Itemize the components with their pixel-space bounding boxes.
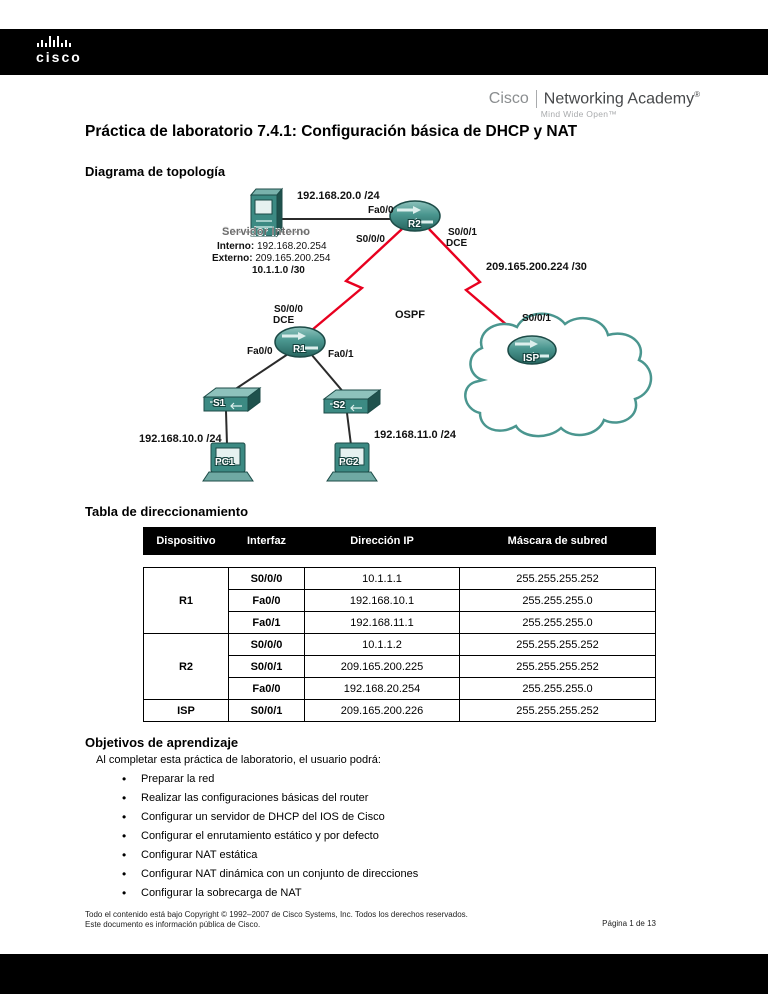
- ethernet-link-s2-pc2: [347, 413, 351, 445]
- footer-copyright: [85, 910, 468, 930]
- heading-addressing-table: Tabla de direccionamiento: [85, 504, 249, 519]
- table-row: [144, 568, 656, 590]
- cell-ip: 10.1.1.2: [305, 634, 460, 656]
- bottom-banner: [0, 954, 768, 994]
- cell-interface: S0/0/1: [229, 700, 305, 722]
- ethernet-link-r1-s2: [311, 354, 345, 394]
- topology-canvas: [85, 186, 685, 498]
- label-server-interno: [217, 241, 327, 252]
- cell-mask: 255.255.255.0: [460, 612, 656, 634]
- device-label-s1: S1: [213, 398, 226, 409]
- cell-mask: 255.255.255.252: [460, 568, 656, 590]
- device-label-pc1: PC1: [215, 457, 235, 468]
- column-direccion-ip: Dirección IP: [305, 528, 460, 555]
- label-net-lan2: 192.168.11.0 /24: [374, 429, 456, 441]
- cell-device: R1: [144, 568, 229, 634]
- label-r2-s001: S0/0/1: [448, 227, 477, 238]
- label-r1-fa00: Fa0/0: [247, 346, 273, 357]
- label-server-interno-value: 192.168.20.254: [257, 241, 327, 252]
- ethernet-link-s1-pc1: [226, 411, 227, 445]
- label-net-wan1: 10.1.1.0 /30: [252, 265, 305, 276]
- label-r2-dce: DCE: [446, 238, 468, 249]
- ethernet-link-r1-s1: [231, 354, 288, 392]
- cell-interface: S0/0/0: [229, 568, 305, 590]
- cell-ip: 192.168.20.254: [305, 678, 460, 700]
- objective-item: • Preparar la red: [121, 770, 418, 789]
- topology-diagram: [85, 186, 685, 498]
- brand-academy-text: Networking Academy: [543, 90, 695, 108]
- objective-item: • Configurar NAT estática: [121, 846, 418, 865]
- cell-interface: Fa0/1: [229, 612, 305, 634]
- label-r1-dce: DCE: [273, 315, 295, 326]
- registered-mark: ®: [694, 90, 700, 99]
- objective-item: • Realizar las configuraciones básicas del router: [121, 789, 418, 808]
- device-label-isp: ISP: [523, 353, 540, 364]
- label-r2-fa00: Fa0/0: [368, 205, 394, 216]
- cell-mask: 255.255.255.0: [460, 590, 656, 612]
- footer-line1: Todo el contenido está bajo Copyright © 1992–2007 de Cisco Systems, Inc. Todos los derechos reservados.: [85, 910, 468, 919]
- table-row: [144, 634, 656, 656]
- top-banner: [0, 29, 768, 75]
- device-label-s2: S2: [333, 400, 346, 411]
- cell-device: R2: [144, 634, 229, 700]
- cell-mask: 255.255.255.0: [460, 678, 656, 700]
- objective-item: • Configurar el enrutamiento estático y por defecto: [121, 827, 418, 846]
- cell-mask: 255.255.255.252: [460, 700, 656, 722]
- heading-topology: Diagrama de topología: [85, 164, 226, 179]
- serial-link-r2-isp: [429, 229, 522, 338]
- label-server-externo: [212, 253, 330, 264]
- objective-item: • Configurar la sobrecarga de NAT: [121, 884, 418, 903]
- cloud-shape: [465, 314, 651, 436]
- footer-line2: Este documento es información pública de Cisco.: [85, 920, 261, 929]
- device-label-pc2: PC2: [339, 457, 359, 468]
- label-r2-s000: S0/0/0: [356, 234, 385, 245]
- cell-ip: 10.1.1.1: [305, 568, 460, 590]
- label-server-externo-key: Externo:: [212, 253, 253, 264]
- objective-item: • Configurar un servidor de DHCP del IOS de Cisco: [121, 808, 418, 827]
- cell-ip: 192.168.11.1: [305, 612, 460, 634]
- objectives-intro: Al completar esta práctica de laboratorio, el usuario podrá:: [96, 754, 381, 766]
- label-net-server: 192.168.20.0 /24: [297, 190, 380, 202]
- label-r1-s000: S0/0/0: [274, 304, 303, 315]
- table-row: [144, 700, 656, 722]
- cell-device: ISP: [144, 700, 229, 722]
- heading-objectives: Objetivos de aprendizaje: [85, 735, 239, 750]
- cell-interface: S0/0/0: [229, 634, 305, 656]
- column-interfaz: Interfaz: [229, 528, 305, 555]
- cisco-bridge-bars-icon: [37, 36, 82, 47]
- cisco-logo-text: cisco: [36, 49, 82, 65]
- table-header-row: [144, 528, 656, 555]
- cell-interface: S0/0/1: [229, 656, 305, 678]
- cell-interface: Fa0/0: [229, 678, 305, 700]
- cisco-logo-icon: [36, 36, 82, 65]
- table-header-gap: [144, 555, 656, 568]
- label-server-externo-value: 209.165.200.254: [255, 253, 331, 264]
- column-mascara: Máscara de subred: [460, 528, 656, 555]
- page-number: Página 1 de 13: [602, 919, 656, 928]
- addressing-table: [143, 527, 656, 722]
- label-server-name: Servidor Interno: [222, 226, 311, 238]
- label-isp-s001: S0/0/1: [522, 313, 551, 324]
- cell-ip: 209.165.200.225: [305, 656, 460, 678]
- page-title: Práctica de laboratorio 7.4.1: Configuración básica de DHCP y NAT: [85, 123, 578, 140]
- label-net-lan1: 192.168.10.0 /24: [139, 433, 222, 445]
- cell-ip: 192.168.10.1: [305, 590, 460, 612]
- brand-academy: [544, 90, 700, 108]
- cell-ip: 209.165.200.226: [305, 700, 460, 722]
- device-label-r2: R2: [408, 219, 421, 230]
- cell-interface: Fa0/0: [229, 590, 305, 612]
- brand-tagline: Mind Wide Open™: [540, 109, 618, 120]
- label-server-interno-key: Interno:: [217, 241, 255, 252]
- brand-cisco: Cisco: [488, 90, 529, 108]
- cell-mask: 255.255.255.252: [460, 656, 656, 678]
- label-ospf: OSPF: [395, 309, 425, 321]
- device-label-r1: R1: [293, 344, 306, 355]
- label-r1-fa01: Fa0/1: [328, 349, 354, 360]
- column-dispositivo: Dispositivo: [144, 528, 229, 555]
- objectives-list: [121, 770, 418, 903]
- label-net-wan2: 209.165.200.224 /30: [486, 261, 587, 273]
- brand-divider: [536, 90, 537, 108]
- brand-lockup: [489, 90, 700, 119]
- objective-item: • Configurar NAT dinámica con un conjunto de direcciones: [121, 865, 418, 884]
- cell-mask: 255.255.255.252: [460, 634, 656, 656]
